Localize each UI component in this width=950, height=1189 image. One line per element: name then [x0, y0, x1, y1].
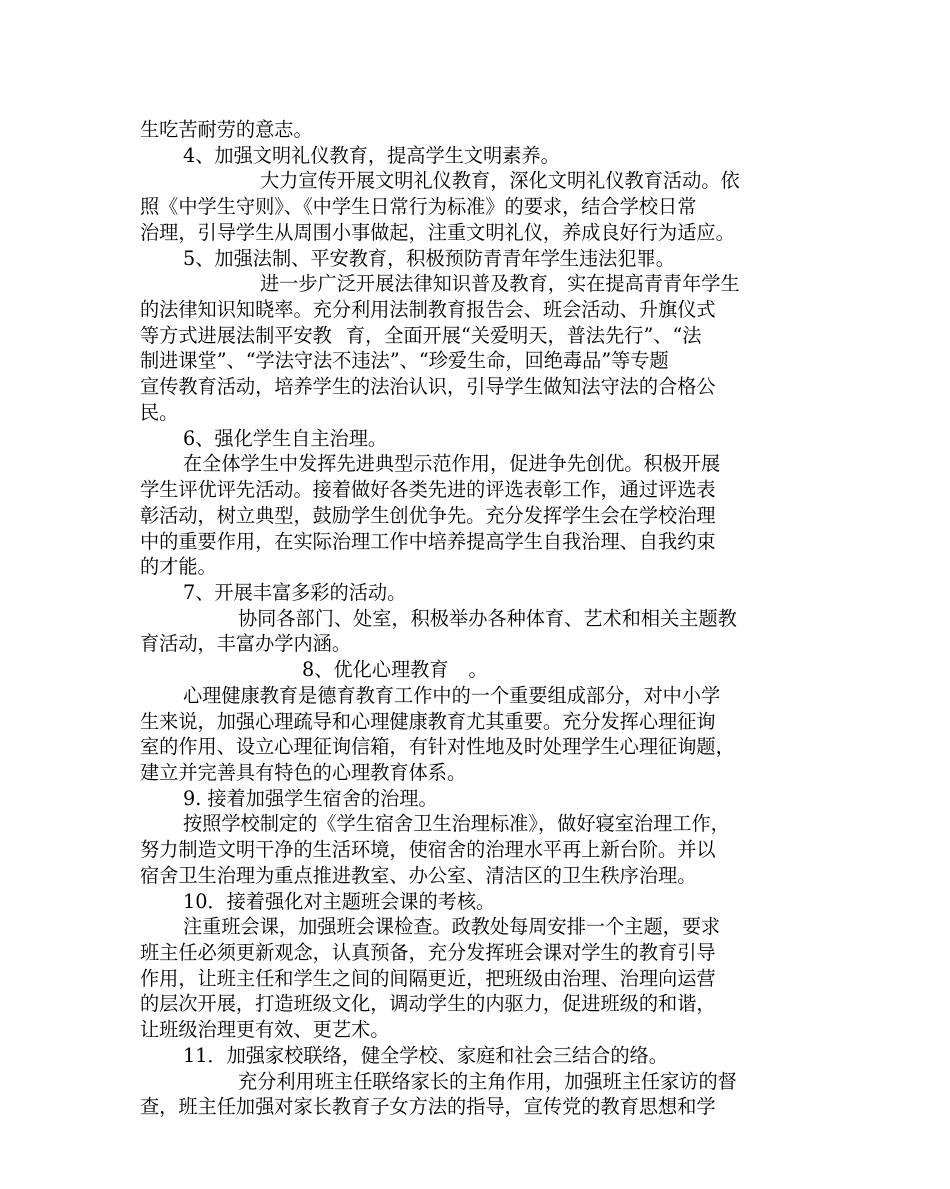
section-heading: 5、加强法制、平安教育，积极预防青青年学生违法犯罪。 — [183, 246, 675, 270]
text-line: 心理健康教育是德育教育工作中的一个重要组成部分，对中小学 — [183, 683, 721, 707]
text-line: 建立并完善具有特色的心理教育体系。 — [140, 760, 467, 784]
text-line: 宿舍卫生治理为重点推进教室、办公室、清洁区的卫生秩序治理。 — [140, 863, 697, 887]
section-heading: 4、加强文明礼仪教育，提高学生文明素养。 — [183, 143, 560, 167]
text-line: 彰活动，树立典型，鼓励学生创优争先。充分发挥学生会在学校治理 — [140, 503, 716, 527]
text-line: 在全体学生中发挥先进典型示范作用，促进争先创优。积极开展 — [183, 452, 721, 476]
text-line: 查，班主任加强对家长教育子女方法的指导，宣传党的教育思想和学 — [140, 1095, 716, 1119]
text-line: 照《中学生守则》、《中学生日常行为标准》的要求，结合学校日常 — [140, 195, 697, 219]
text-line: 充分利用班主任联络家长的主角作用，加强班主任家访的督 — [238, 1069, 737, 1093]
text-line: 的层次开展，打造班级文化，调动学生的内驱力，促进班级的和谐， — [140, 992, 716, 1016]
text-line: 让班级治理更有效、更艺术。 — [140, 1018, 390, 1042]
document-body — [140, 117, 820, 1120]
text-line: 生吃苦耐劳的意志。 — [140, 118, 313, 141]
text-line: 中的重要作用，在实际治理工作中培养提高学生自我治理、自我约束 — [140, 529, 716, 553]
section-heading: 7、开展丰富多彩的活动。 — [183, 580, 407, 604]
text-line: 育活动，丰富办学内涵。 — [140, 632, 352, 656]
text-line: 生来说，加强心理疏导和心理健康教育尤其重要。充分发挥心理征询 — [140, 709, 716, 733]
text-line: 学生评优评先活动。接着做好各类先进的评选表彰工作，通过评选表 — [140, 478, 716, 502]
text-line: 作用，让班主任和学生之间的间隔更近，把班级由治理、治理向运营 — [140, 966, 716, 990]
text-line: 制进课堂”、“学法守法不违法”、“珍爱生命，回绝毒品”等专题 — [140, 349, 669, 373]
text-line: 大力宣传开展文明礼仪教育，深化文明礼仪教育活动。依 — [260, 169, 740, 193]
text-line: 室的作用、设立心理征询信箱，有针对性地及时处理学生心理征询题， — [140, 735, 735, 759]
text-line: 班主任必须更新观念，认真预备，充分发挥班会课对学生的教育引导 — [140, 941, 716, 964]
section-heading: 11．加强家校联络，健全学校、家庭和社会三结合的络。 — [183, 1043, 668, 1067]
text-line: 注重班会课，加强班会课检查。政教处每周安排一个主题，要求 — [183, 915, 721, 939]
section-heading: 8、优化心理教育 。 — [302, 658, 488, 682]
section-heading: 10．接着强化对主题班会课的考核。 — [183, 889, 496, 913]
text-line: 等方式进展法制平安教 育，全面开展“关爱明天，普法先行”、“法 — [140, 323, 702, 347]
text-line: 宣传教育活动，培养学生的法治认识，引导学生做知法守法的合格公 — [140, 375, 716, 399]
section-heading: 9. 接着加强学生宿舍的治理。 — [183, 786, 438, 810]
section-heading: 6、强化学生自主治理。 — [183, 426, 388, 450]
text-line: 协同各部门、处室，积极举办各种体育、艺术和相关主题教 — [238, 606, 737, 630]
text-line: 按照学校制定的《学生宿舍卫生治理标准》，做好寝室治理工作， — [183, 812, 730, 836]
text-line: 治理，引导学生从周围小事做起，注重文明礼仪，养成良好行为适应。 — [140, 220, 735, 244]
text-line: 进一步广泛开展法律知识普及教育，实在提高青青年学生 — [260, 272, 740, 296]
text-line: 努力制造文明干净的生活环境，使宿舍的治理水平再上新台阶。并以 — [140, 838, 716, 862]
text-line: 的才能。 — [140, 555, 217, 579]
text-line: 的法律知识知晓率。充分利用法制教育报告会、班会活动、升旗仪式 — [140, 298, 716, 322]
text-line: 民。 — [140, 400, 179, 424]
